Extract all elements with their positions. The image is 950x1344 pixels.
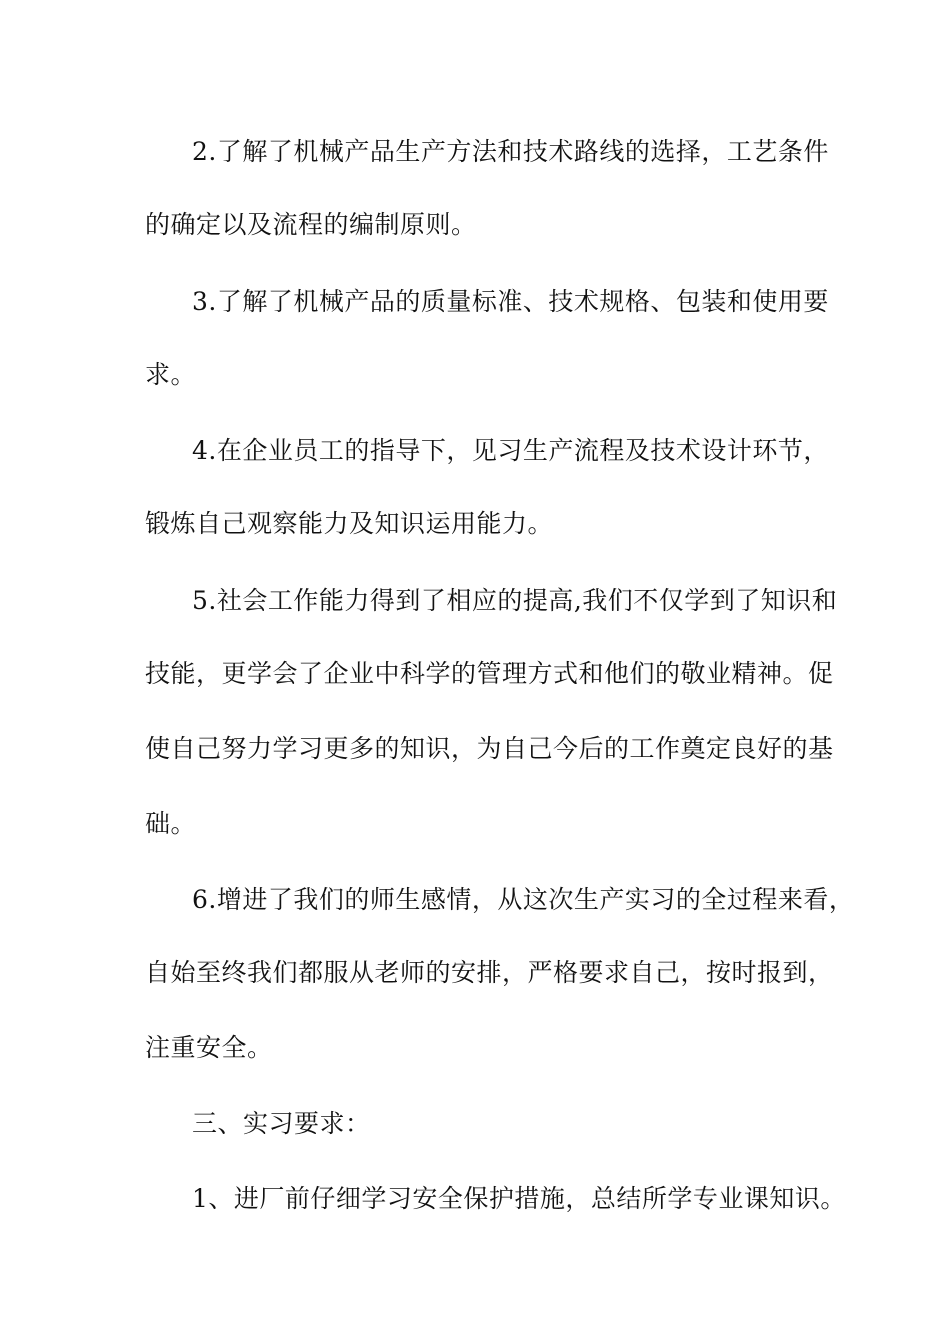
paragraph-6-line-1: 6.增进了我们的师生感情，从这次生产实习的全过程来看， bbox=[192, 885, 855, 914]
paragraph-5-line-4: 础。 bbox=[145, 809, 197, 838]
paragraph-3-line-2: 求。 bbox=[145, 360, 197, 389]
requirement-item-1: 1、进厂前仔细学习安全保护措施，总结所学专业课知识。 bbox=[192, 1184, 846, 1213]
paragraph-4-line-2: 锻炼自己观察能力及知识运用能力。 bbox=[145, 509, 554, 538]
paragraph-6-line-2: 自始至终我们都服从老师的安排，严格要求自己，按时报到， bbox=[145, 958, 834, 987]
paragraph-5-line-3: 使自己努力学习更多的知识，为自己今后的工作奠定良好的基 bbox=[145, 734, 834, 763]
paragraph-5-line-2: 技能，更学会了企业中科学的管理方式和他们的敬业精神。促 bbox=[145, 659, 834, 688]
paragraph-4-line-1: 4.在企业员工的指导下，见习生产流程及技术设计环节， bbox=[192, 436, 829, 465]
paragraph-6-line-3: 注重安全。 bbox=[145, 1033, 273, 1062]
paragraph-3-line-1: 3.了解了机械产品的质量标准、技术规格、包装和使用要 bbox=[192, 287, 829, 316]
section-heading-requirements: 三、实习要求： bbox=[192, 1109, 371, 1138]
paragraph-2-line-1: 2.了解了机械产品生产方法和技术路线的选择，工艺条件 bbox=[192, 137, 829, 166]
paragraph-5-line-1: 5.社会工作能力得到了相应的提高,我们不仅学到了知识和 bbox=[192, 586, 838, 615]
paragraph-2-line-2: 的确定以及流程的编制原则。 bbox=[145, 210, 477, 239]
